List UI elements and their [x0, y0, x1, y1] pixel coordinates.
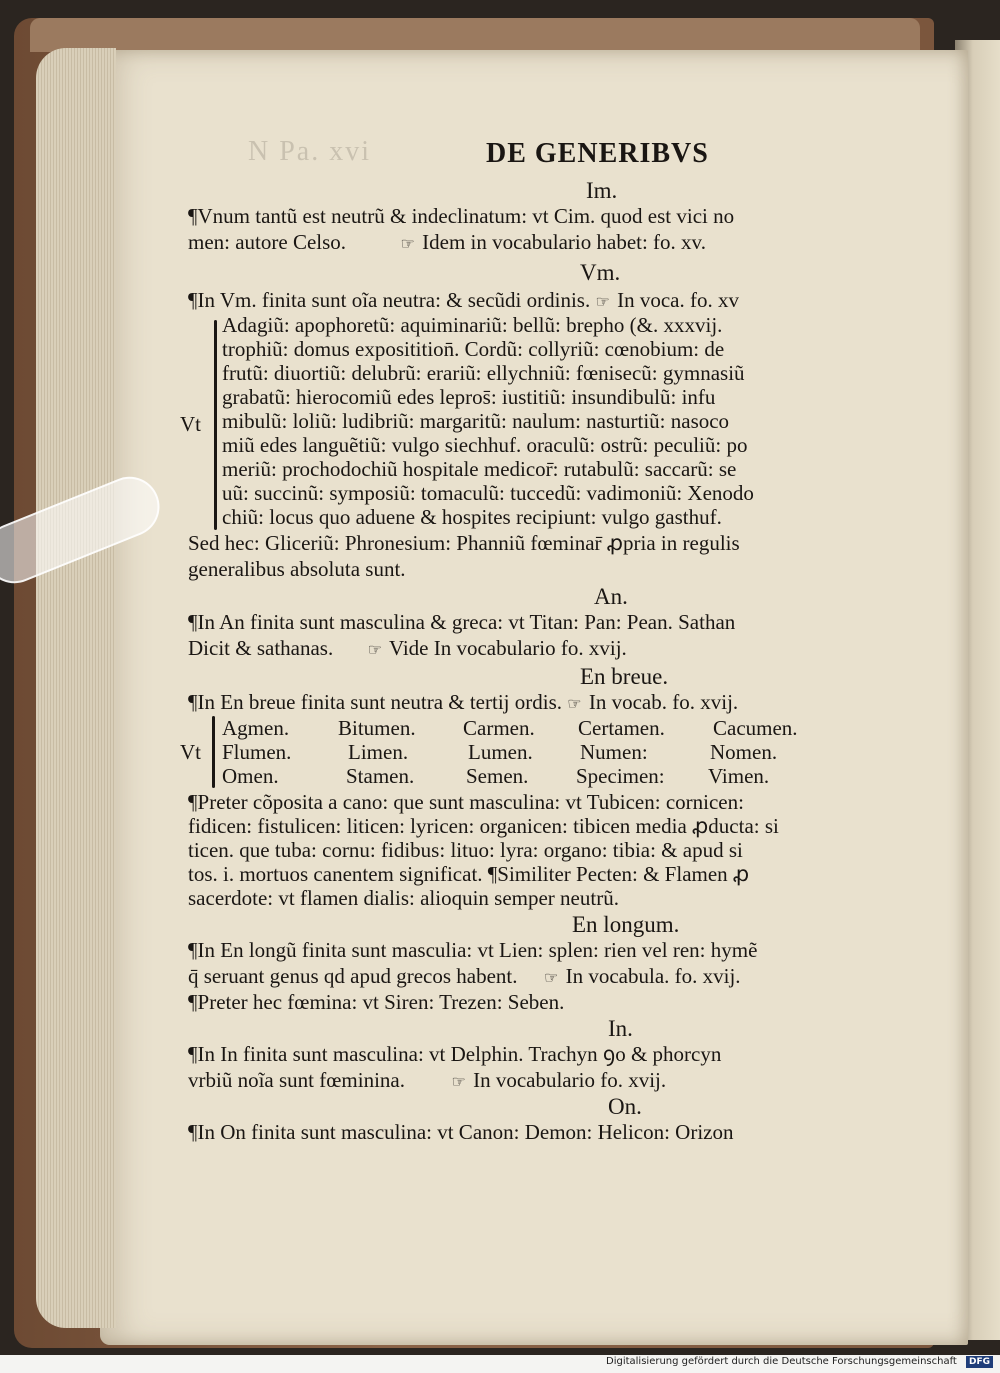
pointing-hand-icon: ☞ — [544, 970, 559, 987]
text-line: Adagiũ: apophoretũ: aquiminariũ: bellũ: brepho (&. xxxvij. — [222, 313, 723, 337]
pointing-hand-icon: ☞ — [367, 642, 383, 659]
pointing-hand-icon: ☞ — [451, 1074, 466, 1091]
section-heading-on: On. — [608, 1094, 642, 1119]
text-line: ¶In En breue finita sunt neutra & tertij ordis. ☞ In vocab. fo. xvij. — [188, 690, 738, 717]
word-table-cell: Agmen. — [222, 716, 290, 740]
page-header — [188, 130, 938, 175]
word-table-cell: Omen. — [222, 764, 279, 788]
word-table-cell: Flumen. — [222, 740, 292, 764]
text-line: ¶Vnum tantũ est neutrũ & indeclinatum: vt Cim. quod est vici no — [188, 204, 735, 228]
text-line: frutũ: diuortiũ: delubrũ: erariũ: ellychniũ: fœnisecũ: gymnasiũ — [222, 361, 745, 385]
vt-label: Vt — [180, 412, 201, 436]
text-line: chiũ: locus quo aduene & hospites recipiunt: vulgo gasthuf. — [222, 505, 722, 529]
text-line: trophiũ: domus expositition̄. Cordũ: collyriũ: cœnobium: de — [222, 337, 725, 361]
text-line: ¶In Vm. finita sunt oĩa neutra: & secũdi ordinis. ☞ In voca. fo. xv — [188, 288, 739, 315]
word-table-cell: Limen. — [348, 740, 409, 764]
text-line: ¶In In finita sunt masculina: vt Delphin. Trachyn ꝯo & phorcyn — [188, 1042, 722, 1066]
section-heading-in: In. — [608, 1016, 633, 1041]
section-heading-an: An. — [594, 584, 628, 609]
text-line: mibulũ: loliũ: ludibriũ: margaritũ: naulum: nasturtiũ: nasoco — [222, 409, 730, 433]
page-block-edges — [36, 48, 116, 1328]
text-line: sacerdote: vt flamen dialis: alioquin semper neutrũ. — [188, 886, 619, 910]
text-line: meriũ: prochodochiũ hospitale medicor̄: rutabulũ: saccarũ: se — [222, 457, 737, 481]
running-head: DE GENERIBVS — [486, 138, 709, 169]
dfg-logo: DFG — [966, 1356, 993, 1368]
vt-label: Vt — [180, 740, 201, 764]
word-table-cell: Numen: — [580, 740, 648, 764]
word-table-cell: Carmen. — [463, 716, 535, 740]
section-heading-vm: Vm. — [580, 260, 621, 285]
word-table-cell: Vimen. — [708, 764, 770, 788]
section-heading-im: Im. — [586, 178, 618, 203]
section-heading-en-longum: En longum. — [572, 912, 680, 937]
text-line: fidicen: fistulicen: liticen: lyricen: organicen: tibicen media ꝓducta: si — [188, 814, 779, 838]
text-line: vrbiũ noĩa sunt fœminina. ☞ In vocabulario fo. xvij. — [188, 1068, 666, 1095]
word-table-cell: Cacumen. — [713, 716, 798, 740]
text-line: Sed hec: Gliceriũ: Phronesium: Phanniũ fœminar̄ ꝓpria in regulis — [188, 531, 740, 555]
text-line: ¶Preter cõposita a cano: que sunt masculina: vt Tubicen: cornicen: — [188, 790, 744, 814]
pointing-hand-icon: ☞ — [400, 236, 415, 253]
text-line: men: autore Celso. ☞ Idem in vocabulario habet: fo. xv. — [188, 230, 706, 257]
book-cover-top-edge — [30, 18, 920, 52]
text-line: ¶In On finita sunt masculina: vt Canon: Demon: Helicon: Orizon — [188, 1120, 734, 1144]
text-line: uũ: succinũ: symposiũ: tomaculũ: tuccedũ: vadimoniũ: Xenodo — [222, 481, 754, 505]
text-line: ticen. que tuba: cornu: fidibus: lituo: lyra: organo: tibia: & apud si — [188, 838, 743, 862]
text-line: ¶In An finita sunt masculina & greca: vt Titan: Pan: Pean. Sathan — [188, 610, 736, 634]
text-line: tos. i. mortuos canentem significat. ¶Similiter Pecten: & Flamen ꝓ — [188, 862, 750, 886]
text-line: q̄ seruant genus qd apud grecos habent. ☞ In vocabula. fo. xvij. — [188, 964, 741, 991]
word-table-cell: Specimen: — [576, 764, 665, 788]
word-table-cell: Nomen. — [710, 740, 778, 764]
text-line: ¶Preter hec fœmina: vt Siren: Trezen: Seben. — [188, 990, 565, 1014]
left-brace — [212, 716, 215, 788]
digitization-credit: Digitalisierung gefördert durch die Deutsche Forschungsgemeinschaft — [606, 1356, 957, 1367]
word-table-cell: Certamen. — [578, 716, 665, 740]
text-line: Dicit & sathanas. ☞ Vide In vocabulario fo. xvij. — [188, 636, 627, 663]
word-table-cell: Bitumen. — [338, 716, 416, 740]
pointing-hand-icon: ☞ — [567, 696, 582, 713]
text-line: grabatũ: hierocomiũ edes lepros̄: iustitiũ: insundibulũ: infu — [222, 385, 716, 409]
text-line: ¶In En longũ finita sunt masculia: vt Lien: splen: rien vel ren: hymẽ — [188, 938, 758, 962]
word-table-cell: Lumen. — [468, 740, 533, 764]
word-table-cell: Stamen. — [346, 764, 415, 788]
text-line: miũ edes languẽtiũ: vulgo siechhuf. oraculũ: ostrũ: peculiũ: po — [222, 433, 748, 457]
pointing-hand-icon: ☞ — [595, 294, 610, 311]
section-heading-en-breue: En breue. — [580, 664, 669, 689]
left-brace — [214, 320, 217, 530]
word-table-cell: Semen. — [466, 764, 529, 788]
text-line: generalibus absoluta sunt. — [188, 557, 406, 581]
show-through-text: N Pa. xvi — [248, 136, 371, 167]
